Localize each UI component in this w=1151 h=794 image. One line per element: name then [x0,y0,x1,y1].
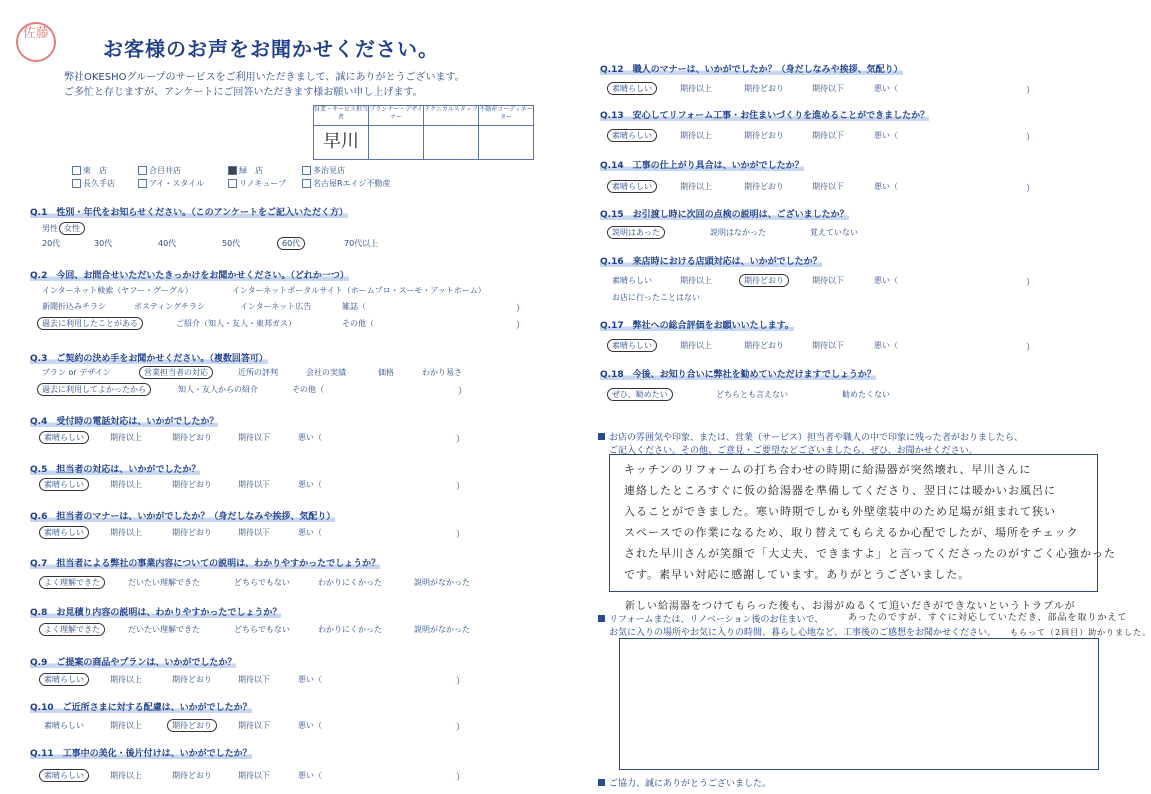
answer-paren: ） [1026,184,1036,194]
store-label: アイ・スタイル [149,179,205,188]
answer-option[interactable]: 期待以下 [812,131,844,140]
answer-option[interactable]: 悪い（ [874,341,898,350]
answer-option[interactable]: だいたい理解できた [128,625,200,634]
question-heading: Q.14 工事の仕上がり具合は、いかがでしたか？ [600,161,804,171]
answer-option[interactable]: 素晴らしい [612,130,657,141]
answer-option[interactable]: 悪い（ [298,721,322,730]
answer-paren: ） [456,482,466,492]
answer-option[interactable]: 期待どおり [172,528,212,537]
answer-option[interactable]: 期待以下 [812,182,844,191]
question-heading: Q.18 今後、お知り合いに弊社を勧めていただけますでしょうか？ [600,370,876,380]
answer-option[interactable]: どちらとも言えない [716,390,788,399]
answer-option[interactable]: 期待どおり [744,275,789,286]
answer-option[interactable]: よく理解できた [44,577,105,588]
answer-option[interactable]: わかりにくかった [318,578,382,587]
answer-option[interactable]: だいたい理解できた [128,578,200,587]
question-heading: Q.10 ご近所さまに対する配慮は、いかがでしたか？ [30,703,252,713]
staff-header: 不動産コーディネーター [479,106,534,126]
answer-option[interactable]: 素晴らしい [612,83,657,94]
checkbox-icon[interactable] [72,166,81,175]
question-heading: Q.11 工事中の美化・後片付けは、いかがでしたか？ [30,749,252,759]
answer-option[interactable]: 男性 [42,224,58,233]
store-label: 長久手店 [83,179,115,188]
answer-option[interactable]: 悪い（ [298,433,322,442]
answer-option[interactable]: 悪い（ [298,771,322,780]
answer-option[interactable]: ぜひ、勧めたい [612,389,673,400]
answer-option[interactable]: 説明がなかった [414,625,470,634]
answer-option[interactable]: 期待どおり [744,131,784,140]
question-heading: Q.9 ご提案の商品やプランは、いかがでしたか？ [30,658,237,668]
store-option[interactable] [302,178,391,189]
answer-option[interactable]: 期待以下 [238,480,270,489]
checkbox-icon[interactable] [228,179,237,188]
checkbox-icon[interactable] [302,166,311,175]
answer-paren: ） [516,321,526,331]
answer-option[interactable]: よく理解できた [44,624,105,635]
answer-option[interactable]: 期待以上 [110,528,142,537]
comment1-heading: お店の雰囲気や印象、または、営業（サービス）担当者や職人の中で印象に残った者がおりましたら、 ご記入ください。その他、ご意見・ご要望などございましたら、ぜひ、お聞かせください。 [598,432,1023,458]
checkbox-icon[interactable] [138,179,147,188]
answer-option[interactable]: インターネット広告 [240,302,312,311]
checkbox-icon[interactable] [302,179,311,188]
comment2-heading: リフォームまたは、リノベーション後のお住まいで、 お気に入りの場所やお気に入りの時間、暮らし心地など、工事後のご感想をお聞かせください。 [598,614,996,640]
answer-option[interactable]: 悪い（ [298,480,322,489]
answer-option[interactable]: 期待以下 [812,341,844,350]
answer-option[interactable]: ポスティングチラシ [134,302,206,311]
answer-option[interactable]: 過去に利用してよかったから [42,384,151,395]
answer-paren: ） [516,304,526,314]
comment1-line: です。素早い対応に感謝しています。ありがとうございました。 [624,568,971,581]
answer-paren: ） [456,773,466,783]
store-option[interactable] [228,165,263,176]
answer-option[interactable]: お店に行ったことはない [612,293,700,302]
checkbox-icon[interactable] [138,166,147,175]
answer-option[interactable]: 素晴らしい [612,340,657,351]
store-option[interactable] [72,178,115,189]
answer-option[interactable]: 60代 [282,238,305,249]
answer-option[interactable]: 期待以下 [812,276,844,285]
question-heading: Q.15 お引渡し時に次回の点検の説明は、ございましたか？ [600,210,849,220]
comment1-line: スペースでの作業になるため、取り替えてもらえるか心配でしたが、場所をチェック [624,526,1079,539]
page-title: お客様のお声をお聞かせください。 [103,37,439,61]
answer-option[interactable]: どちらでもない [234,578,290,587]
answer-option[interactable]: 期待以下 [238,771,270,780]
store-option[interactable] [138,178,204,189]
answer-option[interactable]: 期待以下 [238,721,270,730]
answer-option[interactable]: 素晴らしい [44,527,89,538]
question-heading: Q.16 来店時における店頭対応は、いかがでしたか？ [600,257,822,267]
seal-stamp: 佐藤 [16,22,56,62]
store-label: 多治見店 [313,166,345,175]
staff-header: テクニカルスタッフ [424,106,479,126]
store-option[interactable] [228,178,286,189]
answer-option[interactable]: 期待以上 [680,341,712,350]
square-bullet-icon [598,433,605,440]
answer-option[interactable]: わかりにくかった [318,625,382,634]
comment2-hand-1: あったのですが、すぐに対応していただき、部品を取りかえて [848,613,1128,623]
store-label: 名古屋Rエイジ不動産 [313,179,391,188]
answer-option[interactable]: 期待以上 [110,771,142,780]
store-label: リノキューブ [239,179,286,188]
question-heading: Q.6 担当者のマナーは、いかがでしたか？（身だしなみや挨拶、気配り） [30,512,336,522]
answer-option[interactable]: 過去に利用したことがある [42,318,143,329]
answer-paren: ） [1026,86,1036,96]
question-heading: Q.7 担当者による弊社の事業内容についての説明は、わかりやすかったでしょうか？ [30,559,381,569]
answer-option[interactable]: 知人・友人からの紹介 [178,385,258,394]
footer-note: ご協力、誠にありがとうございました。 [598,776,771,789]
answer-option[interactable]: 雑誌（ [342,302,366,311]
staff-header: 営業・サービス担当者 [314,106,369,126]
answer-option[interactable]: 素晴らしい [44,721,84,730]
answer-option[interactable]: 悪い（ [874,182,898,191]
question-heading: Q.4 受付時の電話対応は、いかがでしたか？ [30,417,219,427]
answer-option[interactable]: 期待以上 [110,721,142,730]
answer-option[interactable]: 期待どおり [744,84,784,93]
answer-paren: ） [456,530,466,540]
answer-paren: ） [458,387,468,397]
answer-option[interactable]: ご紹介（知人・友人・東邦ガス） [176,319,296,328]
answer-option[interactable]: 期待以上 [680,276,712,285]
question-heading: Q.8 お見積り内容の説明は、わかりやすかったでしょうか？ [30,608,282,618]
answer-option[interactable]: 期待以下 [238,675,270,684]
answer-option[interactable]: 悪い（ [298,528,322,537]
answer-option[interactable]: 悪い（ [874,84,898,93]
answer-option[interactable]: 悪い（ [298,675,322,684]
staff-name-tech [424,126,479,160]
answer-option[interactable]: その他（ [292,385,324,394]
intro-line-2: ご多忙と存じますが、アンケートにご回答いただきます様お願い申し上げます。 [64,87,423,98]
square-bullet-icon [598,779,605,786]
question-heading: Q.5 担当者の対応は、いかがでしたか？ [30,465,201,475]
answer-paren: ） [456,435,466,445]
intro-line-1: 弊社OKESHOグループのサービスをご利用いただきまして、誠にありがとうございます。 [64,72,465,83]
answer-option[interactable]: 素晴らしい [44,770,89,781]
answer-option[interactable]: インターネット検索（ヤフー・グーグル） [42,286,193,295]
answer-paren: ） [456,677,466,687]
answer-paren: ） [1026,278,1036,288]
store-label: 合目井店 [149,166,181,175]
answer-option[interactable]: 勧めたくない [842,390,890,399]
answer-option[interactable]: 期待以上 [110,675,142,684]
answer-option[interactable]: 期待以上 [680,131,712,140]
answer-option[interactable]: 期待どおり [172,433,212,442]
answer-option[interactable]: 期待以上 [680,84,712,93]
question-heading: Q.12 職人のマナーは、いかがでしたか？（身だしなみや挨拶、気配り） [600,65,903,75]
comment2-box [619,638,1099,770]
answer-option[interactable]: 50代 [222,239,241,248]
answer-option[interactable]: プラン or デザイン [42,368,111,377]
answer-option[interactable]: 営業担当者の対応 [144,367,213,378]
answer-option[interactable]: 70代以上 [344,239,379,248]
answer-option[interactable]: 素晴らしい [612,276,652,285]
answer-option[interactable]: 説明はなかった [710,228,766,237]
answer-option[interactable]: 期待以上 [680,182,712,191]
answer-option[interactable]: 素晴らしい [44,674,89,685]
store-label: 東 店 [83,166,107,175]
answer-option[interactable]: 期待どおり [172,720,217,731]
answer-option[interactable]: 期待以上 [110,480,142,489]
question-heading: Q.2 今回、お問合せいただいたきっかけをお聞かせください。（どれか一つ） [30,271,349,281]
comment1-extra: 新しい給湯器をつけてもらった後も、お湯がぬるくて追いだきができないというトラブルが [625,601,1076,612]
staff-table [313,105,534,160]
answer-option[interactable]: 期待以下 [238,528,270,537]
answer-option[interactable]: 期待どおり [744,182,784,191]
question-heading: Q.13 安心してリフォーム工事・お住まいづくりを進めることができましたか？ [600,111,930,121]
answer-option[interactable]: わかり易さ [422,368,462,377]
answer-option[interactable]: 20代 [42,239,61,248]
store-option[interactable] [72,165,107,176]
answer-option[interactable]: 覚えていない [810,228,858,237]
store-option[interactable] [302,165,345,176]
staff-name-sales: 早川 [314,126,369,160]
comment1-line: 入ることができました。寒い時期でしかも外壁塗装中のため足場が組まれて狭い [624,505,1056,518]
answer-option[interactable]: 新聞折込みチラシ [42,302,106,311]
question-heading: Q.1 性別・年代をお知らせください。（このアンケートをご記入いただく方） [30,208,349,218]
comment1-line: 連絡したところすぐに仮の給湯器を準備してくださり、翌日には暖かいお風呂に [624,484,1056,497]
answer-option[interactable]: 期待どおり [744,341,784,350]
question-heading: Q.17 弊社への総合評価をお願いいたします。 [600,321,794,331]
answer-option[interactable]: 会社の実績 [306,368,346,377]
answer-option[interactable]: 女性 [64,223,85,234]
store-label: 緑 店 [239,166,263,175]
answer-option[interactable]: 期待どおり [172,480,212,489]
answer-option[interactable]: 説明がなかった [414,578,470,587]
square-bullet-icon [598,615,605,622]
question-heading: Q.3 ご契約の決め手をお聞かせください。（複数回答可） [30,354,268,364]
answer-option[interactable]: 素晴らしい [44,432,89,443]
store-option[interactable] [138,165,181,176]
staff-header: プランナー・デザイナー [369,106,424,126]
answer-option[interactable]: 期待どおり [172,771,212,780]
staff-name-planner [369,126,424,160]
answer-option[interactable]: 期待以下 [812,84,844,93]
checkbox-icon[interactable] [72,179,81,188]
answer-option[interactable]: 期待以上 [110,433,142,442]
comment1-line: キッチンのリフォームの打ち合わせの時期に給湯器が突然壊れ、早川さんに [624,463,1032,476]
answer-option[interactable]: 期待どおり [172,675,212,684]
staff-name-realestate [479,126,534,160]
answer-option[interactable]: 素晴らしい [612,181,657,192]
answer-option[interactable]: その他（ [342,319,374,328]
answer-option[interactable]: 価格 [378,368,394,377]
answer-option[interactable]: 近所の評判 [238,368,278,377]
answer-option[interactable]: 期待以下 [238,433,270,442]
answer-paren: ） [1026,343,1036,353]
answer-option[interactable]: 悪い（ [874,131,898,140]
answer-option[interactable]: 悪い（ [874,276,898,285]
comment2-hand-2: もらって（2回目）助かりました。 [1010,628,1151,637]
answer-option[interactable]: 素晴らしい [44,479,89,490]
comment1-line: された早川さんが笑顔で「大丈夫、できますよ」と言ってくださったのがすごく心強かった [624,547,1116,560]
answer-option[interactable]: どちらでもない [234,625,290,634]
answer-paren: ） [456,723,466,733]
checkbox-icon[interactable] [228,166,237,175]
answer-option[interactable]: インターネットポータルサイト（ホームプロ・スーモ・アットホーム） [232,286,486,295]
answer-option[interactable]: 40代 [158,239,177,248]
answer-option[interactable]: 説明はあった [612,227,665,238]
answer-paren: ） [1026,133,1036,143]
answer-option[interactable]: 30代 [94,239,113,248]
